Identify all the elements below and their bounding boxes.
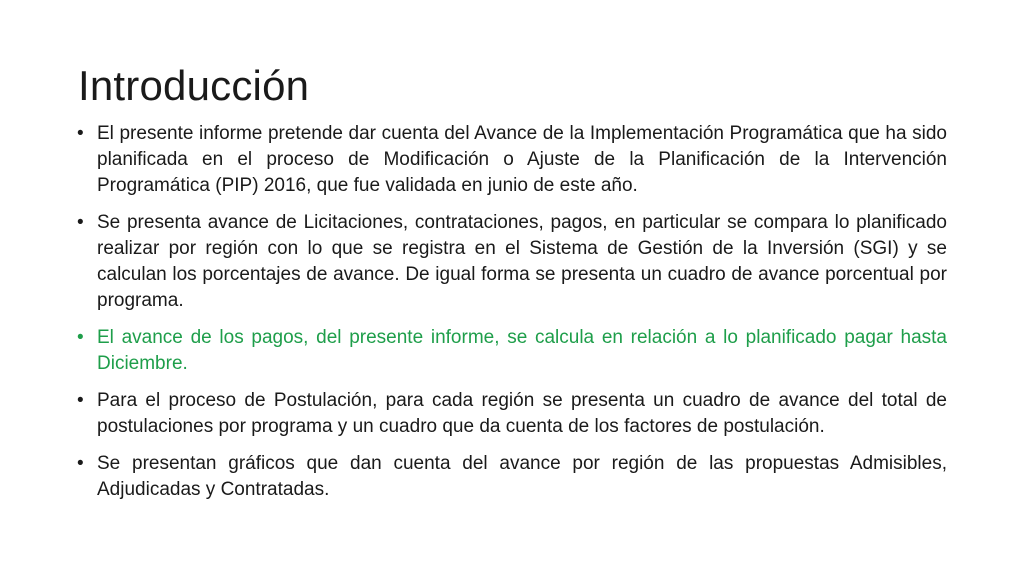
bullet-dot-icon: • — [77, 390, 84, 411]
bullet-text-2: Se presenta avance de Licitaciones, contrataciones, pagos, en particular se compara lo planificado realizar por región con lo que se registra en el Sistema de Gestión de la Inversión (SGI) y se calculan los porcentajes de avance. De igual forma se presenta un cuadro de avance porcentual por programa. — [97, 212, 947, 311]
bullet-list — [77, 121, 947, 514]
bullet-item-2 — [77, 210, 947, 314]
bullet-text-3: El avance de los pagos, del presente informe, se calcula en relación a lo planificado pagar hasta Diciembre. — [97, 327, 947, 374]
bullet-item-1 — [77, 121, 947, 199]
bullet-dot-icon: • — [77, 453, 84, 474]
bullet-text-1: El presente informe pretende dar cuenta del Avance de la Implementación Programática que ha sido planificada en el proceso de Modificación o Ajuste de la Planificación de la Intervención Programática (PIP) 2016, que fue validada en junio de este año. — [97, 123, 947, 196]
bullet-item-3 — [77, 325, 947, 377]
bullet-item-4 — [77, 388, 947, 440]
bullet-dot-icon: • — [77, 123, 84, 144]
bullet-dot-icon: • — [77, 212, 84, 233]
slide-title: Introducción — [78, 62, 310, 109]
bullet-text-5: Se presentan gráficos que dan cuenta del avance por región de las propuestas Admisibles, Adjudicadas y Contratadas. — [97, 453, 947, 500]
bullet-text-4: Para el proceso de Postulación, para cada región se presenta un cuadro de avance del total de postulaciones por programa y un cuadro que da cuenta de los factores de postulación. — [97, 390, 947, 437]
bullet-dot-icon: • — [77, 327, 84, 348]
bullet-item-5 — [77, 451, 947, 503]
